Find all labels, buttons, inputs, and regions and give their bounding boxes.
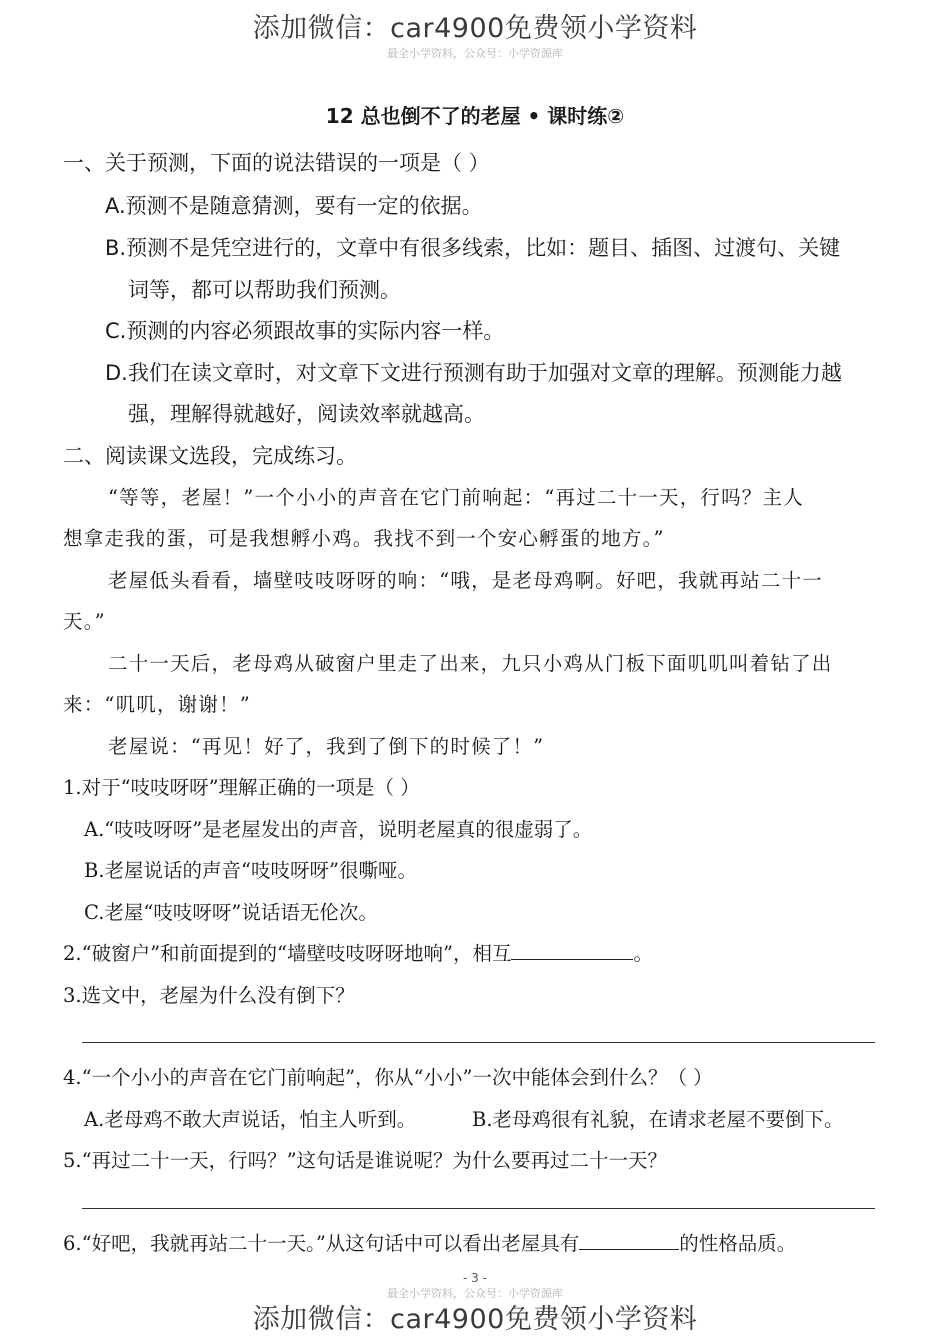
q6-stem-end: 的性格品质。 bbox=[679, 1232, 797, 1255]
q3-answer-line[interactable] bbox=[82, 1042, 875, 1043]
section1-option-a: A.预测不是随意猜测，要有一定的依据。 bbox=[105, 194, 483, 218]
q5-answer-line[interactable] bbox=[82, 1208, 875, 1209]
footer-faint-text: 最全小学资料，公众号：小学资源库 bbox=[387, 1287, 563, 1300]
q5-stem: 5.“再过二十一天，行吗？”这句话是谁说呢？为什么要再过二十一天？ bbox=[63, 1149, 668, 1172]
q4-option-b: B.老母鸡很有礼貌，在请求老屋不要倒下。 bbox=[472, 1108, 844, 1131]
passage-paragraph1-line2: 想拿走我的蛋，可是我想孵小鸡。我找不到一个安心孵蛋的地方。” bbox=[63, 527, 665, 550]
section1-option-b-line1: B.预测不是凭空进行的，文章中有很多线索，比如：题目、插图、过渡句、关键 bbox=[105, 236, 841, 260]
q2-answer-blank[interactable] bbox=[511, 941, 633, 960]
q3-stem: 3.选文中，老屋为什么没有倒下？ bbox=[63, 984, 355, 1007]
section1-option-c: C.预测的内容必须跟故事的实际内容一样。 bbox=[105, 319, 505, 343]
q2-stem-text: 2.“破窗户”和前面提到的“墙壁吱吱呀呀地响”，相互 bbox=[63, 942, 512, 965]
q6-stem-text: 6.“好吧，我就再站二十一天。”从这句话中可以看出老屋具有 bbox=[63, 1232, 580, 1255]
page-title: 12 总也倒不了的老屋 • 课时练② bbox=[325, 104, 625, 128]
passage-paragraph3-line2: 来：“叽叽，谢谢！” bbox=[63, 693, 251, 716]
passage-paragraph2-line2: 天。” bbox=[63, 610, 106, 633]
q2-stem-end: 。 bbox=[633, 942, 653, 965]
bottom-watermark: 添加微信：car4900免费领小学资料 bbox=[252, 1304, 698, 1335]
q4-option-a: A.老母鸡不敢大声说话，怕主人听到。 bbox=[84, 1108, 417, 1131]
q4-stem: 4.“一个小小的声音在它门前响起”，你从“小小”一次中能体会到什么？（ ） bbox=[63, 1066, 713, 1089]
q1-stem: 1.对于“吱吱呀呀”理解正确的一项是（ ） bbox=[63, 776, 420, 799]
section1-option-b-line2: 词等，都可以帮助我们预测。 bbox=[128, 278, 401, 302]
passage-paragraph2-line1: 老屋低头看看，墙壁吱吱呀呀的响：“哦，是老母鸡啊。好吧，我就再站二十一 bbox=[108, 569, 823, 592]
passage-paragraph3-line1: 二十一天后，老母鸡从破窗户里走了出来，九只小鸡从门板下面叽叽叫着钻了出 bbox=[108, 652, 833, 675]
passage-paragraph4: 老屋说：“再见！好了，我到了倒下的时候了！” bbox=[108, 735, 545, 758]
section1-question: 一、关于预测，下面的说法错误的一项是（ ） bbox=[63, 151, 490, 175]
section2-heading: 二、阅读课文选段，完成练习。 bbox=[63, 444, 357, 468]
section1-option-d-line2: 强，理解得就越好，阅读效率就越高。 bbox=[128, 402, 485, 426]
q2-stem bbox=[63, 938, 653, 966]
top-watermark: 添加微信：car4900免费领小学资料 bbox=[252, 13, 698, 44]
section1-option-d-line1: D.我们在读文章时，对文章下文进行预测有助于加强对文章的理解。预测能力越 bbox=[105, 361, 842, 385]
q1-option-b: B.老屋说话的声音“吱吱呀呀”很嘶哑。 bbox=[84, 859, 417, 882]
q6-stem bbox=[63, 1228, 796, 1256]
page-number: - 3 - bbox=[463, 1271, 487, 1285]
q1-option-c: C.老屋“吱吱呀呀”说话语无伦次。 bbox=[84, 901, 378, 924]
q6-answer-blank[interactable] bbox=[579, 1231, 679, 1250]
header-faint-text: 最全小学资料，公众号：小学资源库 bbox=[387, 47, 563, 60]
q1-option-a: A.“吱吱呀呀”是老屋发出的声音，说明老屋真的很虚弱了。 bbox=[84, 818, 593, 841]
passage-paragraph1-line1: “等等，老屋！”一个小小的声音在它门前响起：“再过二十一天，行吗？主人 bbox=[108, 486, 804, 509]
